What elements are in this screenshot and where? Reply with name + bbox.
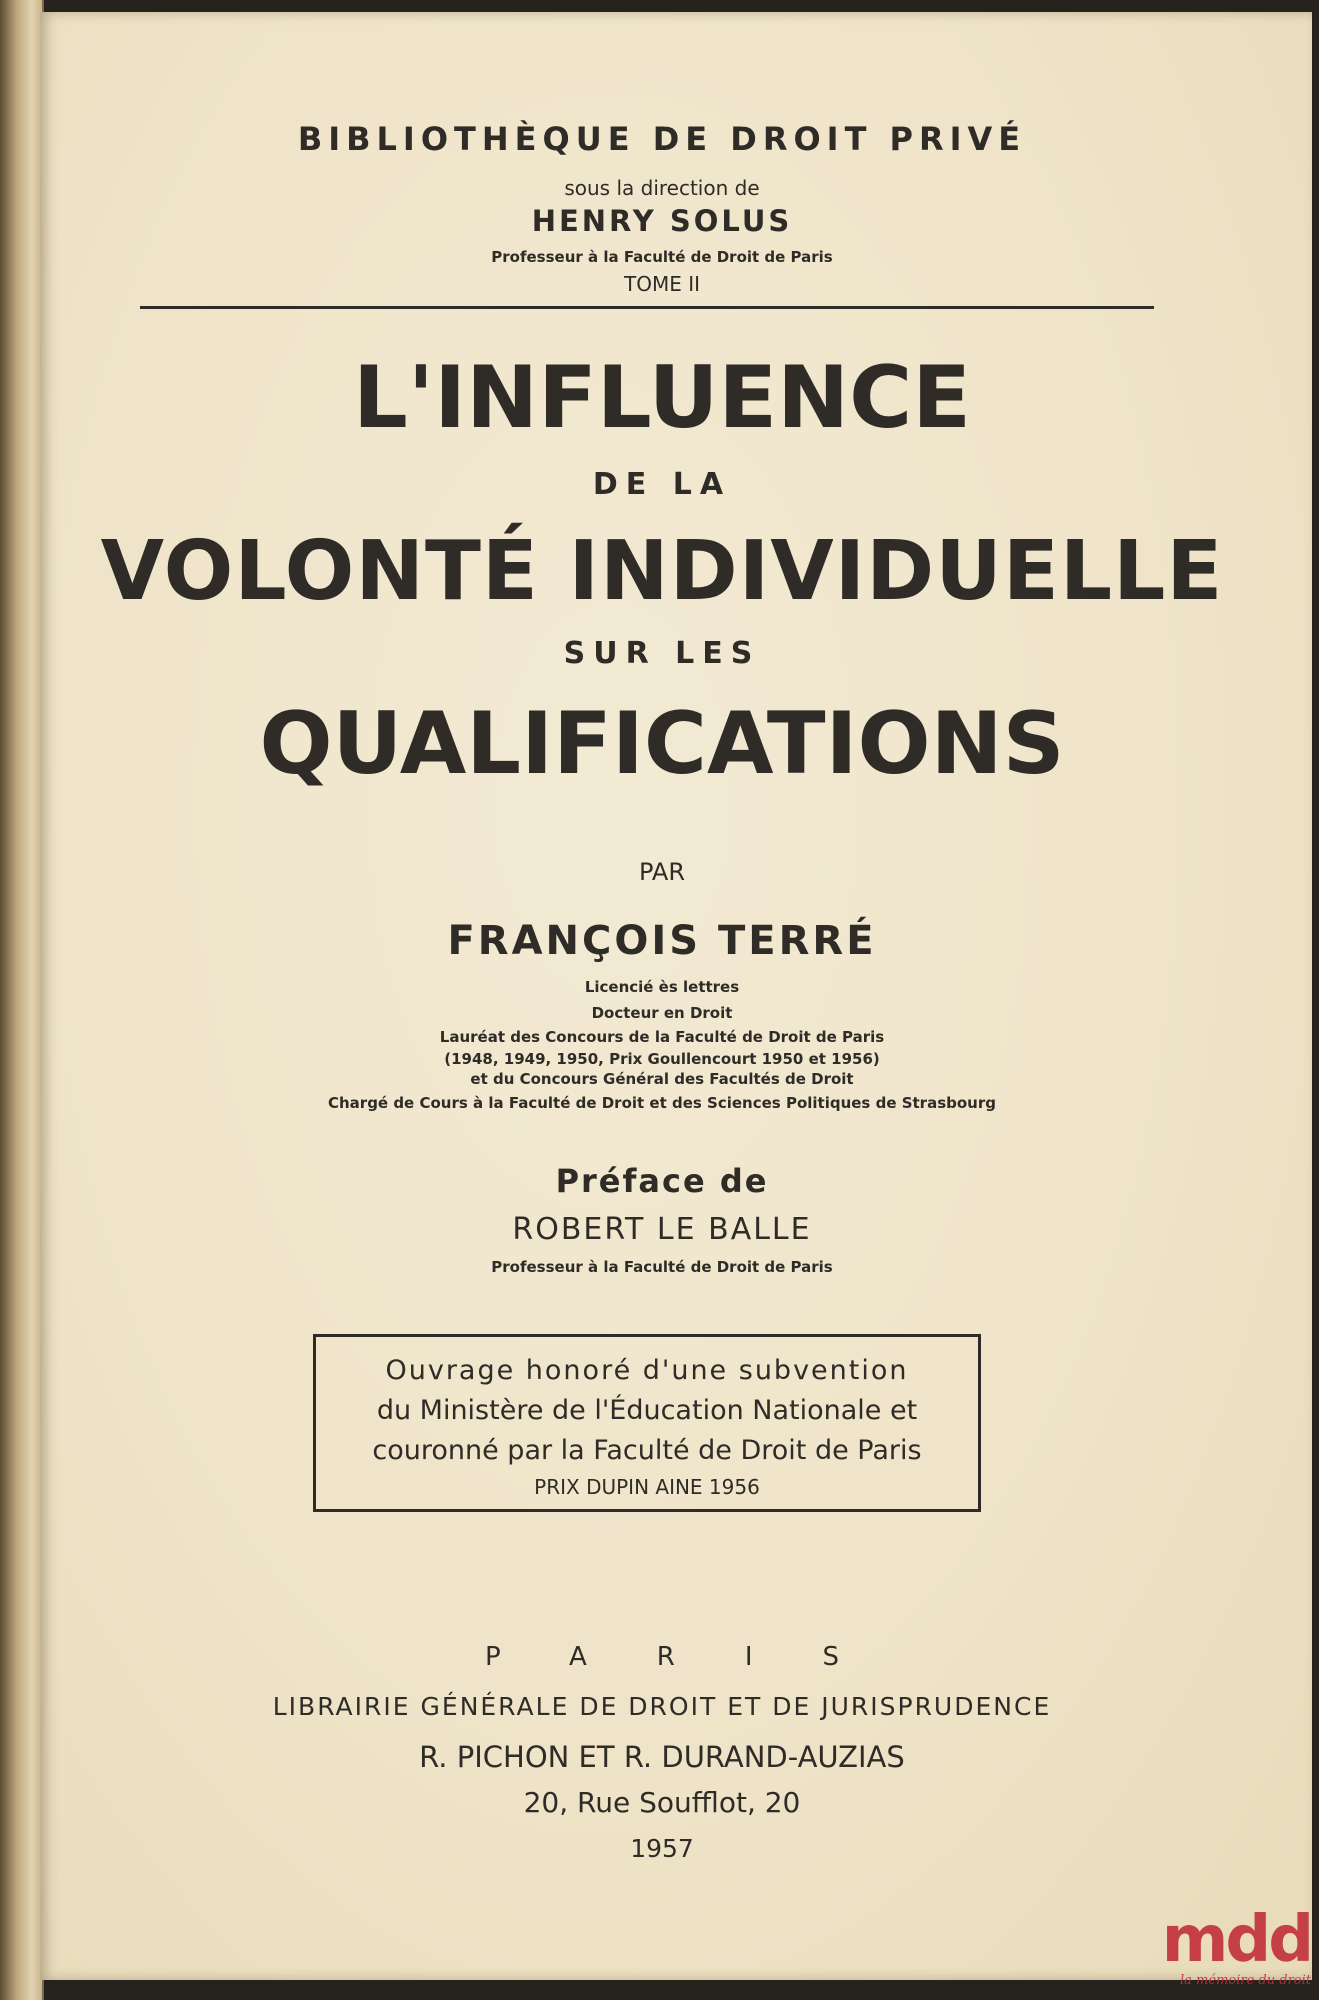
award-box <box>313 1334 981 1512</box>
author-credential: Lauréat des Concours de la Faculté de Droit de Paris <box>439 1028 885 1046</box>
book-title-line-3: VOLONTÉ INDIVIDUELLE <box>100 524 1224 619</box>
preface-author: ROBERT LE BALLE <box>512 1212 812 1247</box>
by-label: PAR <box>638 858 686 886</box>
author-credential: Docteur en Droit <box>591 1004 733 1022</box>
book-title-line-1: L'INFLUENCE <box>353 348 971 448</box>
imprint-year: 1957 <box>630 1834 694 1863</box>
imprint-publisher-names: R. PICHON ET R. DURAND-AUZIAS <box>419 1740 905 1774</box>
author-credential: Chargé de Cours à la Faculté de Droit et des Sciences Politiques de Strasbourg <box>327 1094 996 1112</box>
award-prize: PRIX DUPIN AINE 1956 <box>534 1475 760 1499</box>
book-title-line-2: DE LA <box>592 467 732 502</box>
author-credential: (1948, 1949, 1950, Prix Goullencourt 1950 et 1956) <box>444 1050 880 1068</box>
book-title-line-5: QUALIFICATIONS <box>259 694 1065 794</box>
award-line: couronné par la Faculté de Droit de Paris <box>372 1435 922 1466</box>
tome-number: TOME II <box>623 272 700 296</box>
author-name: FRANÇOIS TERRÉ <box>447 918 877 964</box>
series-director: HENRY SOLUS <box>531 204 793 238</box>
horizontal-rule <box>140 306 1154 309</box>
imprint-publisher: LIBRAIRIE GÉNÉRALE DE DROIT ET DE JURISPRUDENCE <box>272 1692 1052 1721</box>
watermark-logo <box>1161 1903 1311 1988</box>
watermark-logo-mark: mdd <box>1161 1903 1311 1977</box>
imprint-city: PARIS <box>484 1642 910 1672</box>
preface-label: Préface de <box>555 1162 769 1200</box>
author-credential: Licencié ès lettres <box>584 978 740 996</box>
book-title-line-4: SUR LES <box>563 636 761 671</box>
series-name: BIBLIOTHÈQUE DE DROIT PRIVÉ <box>297 120 1027 158</box>
title-page <box>40 12 1312 1980</box>
award-line: Ouvrage honoré d'une subvention <box>385 1355 909 1386</box>
series-direction-label: sous la direction de <box>564 176 760 200</box>
preface-author-title: Professeur à la Faculté de Droit de Paris <box>491 1258 833 1276</box>
imprint-address: 20, Rue Soufflot, 20 <box>523 1786 801 1819</box>
series-director-title: Professeur à la Faculté de Droit de Paris <box>491 248 833 266</box>
watermark-tagline: la mémoire du droit <box>1180 1973 1311 1988</box>
award-line: du Ministère de l'Éducation Nationale et <box>376 1395 918 1426</box>
author-credential: et du Concours Général des Facultés de Droit <box>470 1070 854 1088</box>
